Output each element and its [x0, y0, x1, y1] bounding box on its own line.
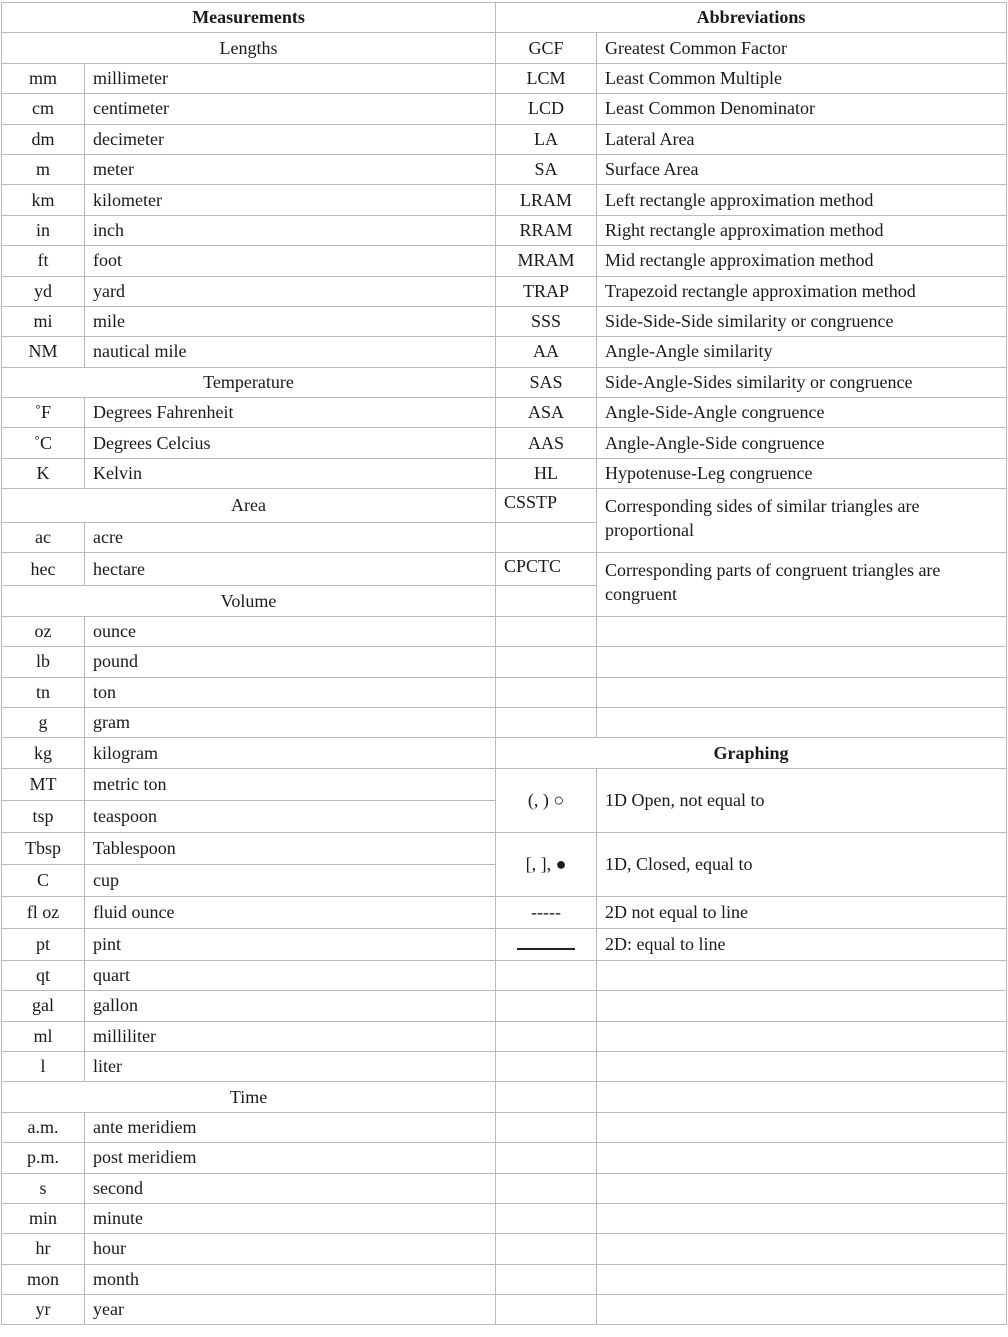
abbreviation: SAS [496, 367, 597, 397]
abbreviation-meaning: Right rectangle approximation method [597, 215, 1007, 245]
unit-name: Kelvin [85, 458, 496, 488]
table-row [2, 33, 1007, 63]
unit-name: hour [85, 1234, 496, 1264]
unit-name: acre [85, 522, 496, 552]
empty-cell [597, 647, 1007, 677]
table-row [2, 1264, 1007, 1294]
empty-cell [496, 707, 597, 737]
table-row [2, 428, 1007, 458]
abbreviation-meaning: Surface Area [597, 154, 1007, 184]
table-row [2, 928, 1007, 960]
table-row [2, 63, 1007, 93]
unit-name: foot [85, 246, 496, 276]
unit-abbr: ˚C [2, 428, 85, 458]
abbreviation-meaning: Angle-Angle similarity [597, 337, 1007, 367]
unit-abbr: yd [2, 276, 85, 306]
unit-name: minute [85, 1203, 496, 1233]
unit-name: pint [85, 928, 496, 960]
table-row [2, 489, 1007, 522]
graph-meaning: 1D Open, not equal to [597, 768, 1007, 832]
unit-abbr: mi [2, 306, 85, 336]
unit-abbr: a.m. [2, 1112, 85, 1142]
solid-line-icon [496, 928, 597, 960]
empty-cell [496, 1051, 597, 1081]
abbreviation-meaning: Side-Side-Side similarity or congruence [597, 306, 1007, 336]
unit-abbr: tsp [2, 800, 85, 832]
abbreviations-header: Abbreviations [496, 3, 1007, 33]
unit-name: kilogram [85, 738, 496, 768]
abbreviation-meaning: Side-Angle-Sides similarity or congruence [597, 367, 1007, 397]
abbreviation-meaning: Trapezoid rectangle approximation method [597, 276, 1007, 306]
unit-abbr: hr [2, 1234, 85, 1264]
unit-name: liter [85, 1051, 496, 1081]
abbreviation-meaning: Greatest Common Factor [597, 33, 1007, 63]
unit-name: ton [85, 677, 496, 707]
unit-abbr: dm [2, 124, 85, 154]
solid-line-icon [517, 938, 575, 950]
table-row [2, 768, 1007, 800]
unit-abbr: km [2, 185, 85, 215]
reference-table-body [2, 3, 1007, 1325]
unit-name: ounce [85, 616, 496, 646]
table-row [2, 1295, 1007, 1325]
unit-abbr: kg [2, 738, 85, 768]
empty-cell [597, 1021, 1007, 1051]
empty-cell [597, 1082, 1007, 1112]
abbreviation-meaning: Corresponding parts of congruent triangles are congruent [597, 553, 1007, 617]
unit-abbr: fl oz [2, 896, 85, 928]
empty-cell [496, 960, 597, 990]
empty-cell [496, 991, 597, 1021]
table-row [2, 1112, 1007, 1142]
empty-cell [496, 1082, 597, 1112]
table-row [2, 337, 1007, 367]
unit-abbr: K [2, 458, 85, 488]
table-row [2, 1051, 1007, 1081]
table-row [2, 185, 1007, 215]
abbreviation: HL [496, 458, 597, 488]
temperature-section-title: Temperature [2, 367, 496, 397]
area-section-title: Area [2, 489, 496, 522]
unit-name: Tablespoon [85, 832, 496, 864]
abbreviation-meaning: Angle-Side-Angle congruence [597, 398, 1007, 428]
unit-abbr: C [2, 864, 85, 896]
graph-meaning: 2D not equal to line [597, 896, 1007, 928]
table-row [2, 553, 1007, 586]
abbreviation: ASA [496, 398, 597, 428]
measurements-header: Measurements [2, 3, 496, 33]
abbreviation: LCD [496, 94, 597, 124]
unit-name: month [85, 1264, 496, 1294]
empty-cell [496, 1143, 597, 1173]
table-row [2, 154, 1007, 184]
table-row [2, 1082, 1007, 1112]
abbreviation: AAS [496, 428, 597, 458]
table-row [2, 1021, 1007, 1051]
empty-cell [597, 960, 1007, 990]
empty-cell [597, 1112, 1007, 1142]
unit-abbr: MT [2, 768, 85, 800]
unit-abbr: l [2, 1051, 85, 1081]
empty-cell [597, 616, 1007, 646]
abbreviation: CSSTP [496, 489, 597, 522]
time-section-title: Time [2, 1082, 496, 1112]
abbreviation-meaning: Mid rectangle approximation method [597, 246, 1007, 276]
unit-abbr: mon [2, 1264, 85, 1294]
abbreviation: CPCTC [496, 553, 597, 586]
empty-cell [496, 1295, 597, 1325]
table-row [2, 276, 1007, 306]
table-row [2, 647, 1007, 677]
unit-abbr: ac [2, 522, 85, 552]
unit-name: gram [85, 707, 496, 737]
table-row [2, 616, 1007, 646]
table-row [2, 94, 1007, 124]
unit-name: second [85, 1173, 496, 1203]
graph-symbol: ----- [496, 896, 597, 928]
unit-name: meter [85, 154, 496, 184]
unit-abbr: yr [2, 1295, 85, 1325]
unit-name: cup [85, 864, 496, 896]
volume-section-title: Volume [2, 586, 496, 616]
empty-cell [597, 1143, 1007, 1173]
unit-name: post meridiem [85, 1143, 496, 1173]
unit-abbr: mm [2, 63, 85, 93]
unit-abbr: oz [2, 616, 85, 646]
empty-cell [597, 1234, 1007, 1264]
unit-name: millimeter [85, 63, 496, 93]
graphing-header: Graphing [496, 738, 1007, 768]
empty-cell [597, 1051, 1007, 1081]
table-row [2, 3, 1007, 33]
empty-cell [597, 991, 1007, 1021]
unit-abbr: ft [2, 246, 85, 276]
table-row [2, 738, 1007, 768]
abbreviation-meaning: Lateral Area [597, 124, 1007, 154]
table-row [2, 398, 1007, 428]
table-row [2, 124, 1007, 154]
abbreviation-meaning: Least Common Multiple [597, 63, 1007, 93]
unit-name: ante meridiem [85, 1112, 496, 1142]
unit-name: gallon [85, 991, 496, 1021]
unit-name: centimeter [85, 94, 496, 124]
abbreviation: LCM [496, 63, 597, 93]
unit-name: fluid ounce [85, 896, 496, 928]
unit-abbr: hec [2, 553, 85, 586]
unit-abbr: Tbsp [2, 832, 85, 864]
abbreviation-meaning: Hypotenuse-Leg congruence [597, 458, 1007, 488]
unit-abbr: s [2, 1173, 85, 1203]
abbreviation: LA [496, 124, 597, 154]
empty-cell [496, 1264, 597, 1294]
abbreviation-meaning: Least Common Denominator [597, 94, 1007, 124]
abbreviation: LRAM [496, 185, 597, 215]
unit-abbr: qt [2, 960, 85, 990]
empty-cell [496, 1112, 597, 1142]
table-row [2, 1143, 1007, 1173]
table-row [2, 896, 1007, 928]
table-row [2, 215, 1007, 245]
graph-meaning: 2D: equal to line [597, 928, 1007, 960]
table-row [2, 1234, 1007, 1264]
table-row [2, 832, 1007, 864]
table-row [2, 1173, 1007, 1203]
unit-abbr: lb [2, 647, 85, 677]
empty-cell [597, 1295, 1007, 1325]
empty-cell [597, 677, 1007, 707]
table-row [2, 960, 1007, 990]
empty-cell [597, 707, 1007, 737]
unit-abbr: m [2, 154, 85, 184]
unit-name: teaspoon [85, 800, 496, 832]
unit-name: Degrees Celcius [85, 428, 496, 458]
graph-symbol: [, ], ● [496, 832, 597, 896]
empty-cell [496, 522, 597, 552]
abbreviation: GCF [496, 33, 597, 63]
empty-cell [597, 1173, 1007, 1203]
unit-name: mile [85, 306, 496, 336]
empty-cell [496, 1203, 597, 1233]
unit-name: year [85, 1295, 496, 1325]
unit-abbr: ml [2, 1021, 85, 1051]
unit-abbr: NM [2, 337, 85, 367]
unit-name: hectare [85, 553, 496, 586]
abbreviation: SSS [496, 306, 597, 336]
table-row [2, 991, 1007, 1021]
table-row [2, 246, 1007, 276]
empty-cell [496, 1173, 597, 1203]
table-row [2, 458, 1007, 488]
table-row [2, 707, 1007, 737]
unit-abbr: min [2, 1203, 85, 1233]
unit-abbr: gal [2, 991, 85, 1021]
empty-cell [496, 677, 597, 707]
unit-abbr: pt [2, 928, 85, 960]
abbreviation: MRAM [496, 246, 597, 276]
empty-cell [496, 1234, 597, 1264]
unit-name: quart [85, 960, 496, 990]
unit-name: Degrees Fahrenheit [85, 398, 496, 428]
unit-name: nautical mile [85, 337, 496, 367]
table-row [2, 367, 1007, 397]
abbreviation: SA [496, 154, 597, 184]
empty-cell [496, 1021, 597, 1051]
abbreviation: RRAM [496, 215, 597, 245]
unit-abbr: g [2, 707, 85, 737]
unit-name: yard [85, 276, 496, 306]
table-row [2, 1203, 1007, 1233]
graph-meaning: 1D, Closed, equal to [597, 832, 1007, 896]
unit-name: pound [85, 647, 496, 677]
lengths-section-title: Lengths [2, 33, 496, 63]
table-row [2, 677, 1007, 707]
empty-cell [597, 1264, 1007, 1294]
abbreviation: AA [496, 337, 597, 367]
unit-name: milliliter [85, 1021, 496, 1051]
empty-cell [496, 586, 597, 616]
unit-abbr: tn [2, 677, 85, 707]
unit-abbr: p.m. [2, 1143, 85, 1173]
abbreviation-meaning: Angle-Angle-Side congruence [597, 428, 1007, 458]
unit-abbr: cm [2, 94, 85, 124]
abbreviation: TRAP [496, 276, 597, 306]
reference-table [1, 2, 1007, 1325]
unit-name: metric ton [85, 768, 496, 800]
unit-name: decimeter [85, 124, 496, 154]
table-row [2, 306, 1007, 336]
unit-abbr: in [2, 215, 85, 245]
empty-cell [496, 616, 597, 646]
unit-name: kilometer [85, 185, 496, 215]
graph-symbol: (, ) ○ [496, 768, 597, 832]
abbreviation-meaning: Corresponding sides of similar triangles are proportional [597, 489, 1007, 553]
abbreviation-meaning: Left rectangle approximation method [597, 185, 1007, 215]
unit-abbr: ˚F [2, 398, 85, 428]
empty-cell [496, 647, 597, 677]
empty-cell [597, 1203, 1007, 1233]
unit-name: inch [85, 215, 496, 245]
